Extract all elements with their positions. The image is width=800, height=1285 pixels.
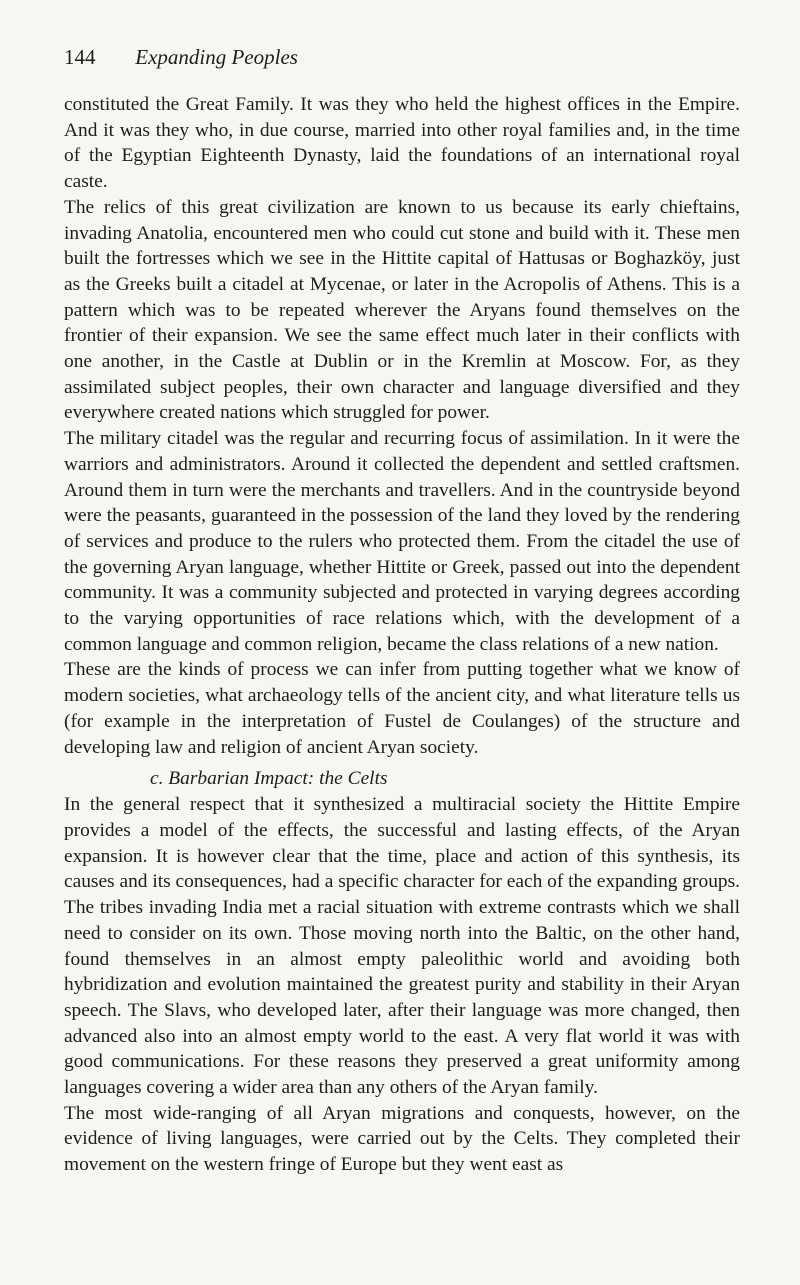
paragraph: constituted the Great Family. It was they who held the highest offices in the Empire. And it was they who, in due course, married into other royal families and, in the time of the Egyptian Eighteenth Dynasty, laid the foundations of an international royal caste. [64, 94, 740, 193]
paragraph: In the general respect that it synthesized a multiracial society the Hittite Empire provides a model of the effects, the successful and lasting effects, of the Aryan expansion. It is however clear that the time, place and action of this synthesis, its causes and its consequences, had a specific character for each of the expanding groups. The tribes invading India met a racial situation with extreme contrasts which we shall need to consider on its own. Those moving north into the Baltic, on the other hand, found themselves in an almost empty paleolithic world and avoiding both hybridization and evolution maintained the greatest purity and stability in their Aryan speech. The Slavs, who developed later, after their language was more changed, then advanced also into an almost empty world to the east. A very flat world it was with good communications. For these reasons they preserved a great uniformity among languages covering a wider area than any others of the Aryan family. [64, 794, 740, 1099]
paragraph: These are the kinds of process we can infer from putting together what we know of modern societies, what archaeology tells of the ancient city, and what literature tells us (for example in the interpretation of Fustel de Coulanges) of the structure and developing law and religion of ancient Aryan society. [64, 659, 740, 758]
running-title: Expanding Peoples [135, 45, 298, 69]
section-heading: c. Barbarian Impact: the Celts [150, 768, 388, 790]
main-text [64, 92, 740, 1178]
paragraph: The military citadel was the regular and recurring focus of assimilation. In it were the warriors and administrators. Around it collected the dependent and settled craftsmen. Around them in turn were the merchants and travellers. And in the countryside beyond were the peasants, guaranteed in the possession of the land they loved by the rendering of services and produce to the rulers who protected them. From the citadel the use of the governing Aryan language, whether Hittite or Greek, passed out into the dependent community. It was a community subjected and protected in varying degrees according to the varying opportunities of race relations which, with the development of a common language and common religion, became the class relations of a new nation. [64, 428, 740, 655]
page-number: 144 [64, 45, 96, 69]
paragraph: The most wide-ranging of all Aryan migrations and conquests, however, on the evidence of living languages, were carried out by the Celts. They completed their movement on the western fringe of Europe but they went east as [64, 1102, 740, 1176]
paragraph: The relics of this great civilization are known to us because its early chieftains, invading Anatolia, encountered men who could cut stone and build with it. These men built the fortresses which we see in the Hittite capital of Hattusas or Boghazköy, just as the Greeks built a citadel at Mycenae, or later in the Acropolis of Athens. This is a pattern which was to be repeated wherever the Aryans found themselves on the frontier of their expansion. We see the same effect much later in their conflicts with one another, in the Castle at Dublin or in the Kremlin at Moscow. For, as they assimilated subject peoples, their own character and language diversified and they everywhere created nations which struggled for power. [64, 196, 740, 424]
page-header [64, 44, 744, 70]
